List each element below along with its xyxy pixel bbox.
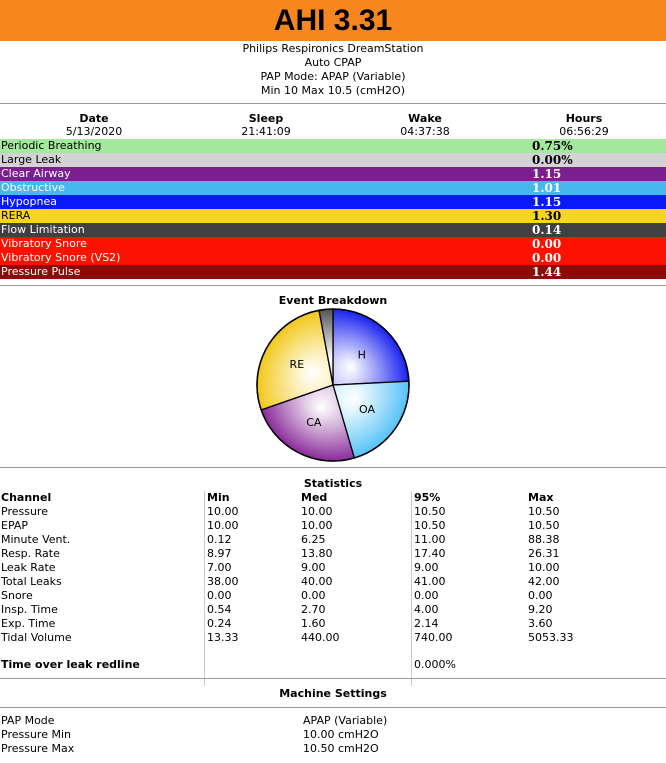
table-cell: 88.38 [528,533,560,546]
table-row [0,547,666,561]
pie-slice-h [333,309,409,385]
event-row-flow-limitation [0,223,666,237]
event-label: Hypopnea [1,195,57,208]
divider [0,678,666,679]
table-cell: 7.00 [207,561,232,574]
event-indices-list [0,139,666,279]
table-cell: 17.40 [414,547,446,560]
column-divider [204,491,205,686]
event-row-vibratory-snore [0,237,666,251]
setting-row [0,728,666,742]
table-cell: 40.00 [301,575,333,588]
event-label: Flow Limitation [1,223,85,236]
divider [0,707,666,708]
event-label: RERA [1,209,31,222]
event-label: Vibratory Snore [1,237,87,250]
table-cell: 13.33 [207,631,239,644]
divider [0,103,666,104]
table-cell: 0.12 [207,533,232,546]
setting-label: Pressure Max [1,742,75,755]
event-row-clear-airway [0,167,666,181]
setting-value: APAP (Variable) [303,714,388,727]
event-value: 1.15 [532,167,562,181]
table-cell: Leak Rate [1,561,56,574]
pie-label-re: RE [289,358,305,372]
ahi-value: AHI 3.31 [273,4,393,37]
machine-type: Auto CPAP [304,56,362,69]
statistics-title: Statistics [303,477,363,490]
event-value: 1.30 [532,209,562,223]
event-value: 0.00 [532,237,562,251]
table-cell: 42.00 [528,575,560,588]
table-cell: 41.00 [414,575,446,588]
session-wake-value: 04:37:38 [400,125,450,138]
table-cell: 5053.33 [528,631,574,644]
table-cell: 38.00 [207,575,239,588]
event-label: Periodic Breathing [1,139,102,152]
event-value: 1.15 [532,195,562,209]
statistics-table [0,491,666,645]
machine-model: Philips Respironics DreamStation [242,42,424,55]
table-cell: 10.00 [301,519,333,532]
session-date [30,112,158,138]
statistics-header-2: Med [301,491,328,504]
session-sleep-value: 21:41:09 [241,125,291,138]
event-value: 1.44 [532,265,562,279]
table-row [0,505,666,519]
table-cell: 0.00 [528,589,553,602]
table-cell: 10.50 [528,505,560,518]
table-row [0,631,666,645]
table-cell: 0.54 [207,603,232,616]
table-row [0,561,666,575]
table-cell: 10.50 [414,505,446,518]
statistics-header-3: 95% [414,491,441,504]
machine-pap-mode: PAP Mode: APAP (Variable) [260,70,406,83]
ahi-banner [0,0,666,41]
setting-row [0,742,666,756]
column-divider [411,491,412,686]
table-cell: Resp. Rate [1,547,60,560]
session-hours [520,112,648,138]
table-cell: 4.00 [414,603,439,616]
session-date-heading: Date [79,112,109,125]
pie-label-h: H [357,348,366,362]
event-value: 0.00 [532,251,562,265]
pie-label-ca: CA [306,416,322,430]
pie-label-oa: OA [359,403,376,417]
table-cell: 10.00 [207,505,239,518]
statistics-header-4: Max [528,491,554,504]
table-cell: 9.00 [301,561,326,574]
table-cell: 10.50 [528,519,560,532]
session-hours-heading: Hours [565,112,603,125]
table-cell: 11.00 [414,533,446,546]
machine-settings-title: Machine Settings [279,687,387,700]
event-row-periodic-breathing [0,139,666,153]
table-cell: 10.00 [301,505,333,518]
session-wake [361,112,489,138]
machine-info [0,42,666,98]
event-row-large-leak [0,153,666,167]
table-cell: Insp. Time [1,603,58,616]
table-cell: 26.31 [528,547,560,560]
session-sleep-heading: Sleep [248,112,284,125]
table-cell: 0.00 [414,589,439,602]
event-label: Pressure Pulse [1,265,81,278]
table-cell: Snore [1,589,33,602]
table-cell: 6.25 [301,533,326,546]
table-cell: Total Leaks [1,575,62,588]
setting-row [0,714,666,728]
setting-label: PAP Mode [1,714,55,727]
leak-redline-label: Time over leak redline [1,658,140,671]
table-cell: Tidal Volume [1,631,72,644]
event-row-vibratory-snore-vs2 [0,251,666,265]
table-cell: 0.00 [207,589,232,602]
event-label: Vibratory Snore (VS2) [1,251,121,264]
table-cell: 0.00 [301,589,326,602]
divider [0,467,666,468]
event-value: 1.01 [532,181,562,195]
event-row-rera [0,209,666,223]
table-cell: 9.00 [414,561,439,574]
table-cell: EPAP [1,519,29,532]
event-value: 0.00% [532,153,573,167]
session-date-value: 5/13/2020 [65,125,123,138]
setting-label: Pressure Min [1,728,71,741]
statistics-header-0: Channel [1,491,52,504]
table-cell: 10.00 [528,561,560,574]
event-row-pressure-pulse [0,265,666,279]
event-label: Clear Airway [1,167,71,180]
table-row [0,589,666,603]
pie-title: Event Breakdown [278,294,388,307]
event-row-obstructive [0,181,666,195]
table-cell: 9.20 [528,603,553,616]
event-value: 0.14 [532,223,562,237]
statistics-header-row [0,491,666,505]
event-label: Large Leak [1,153,62,166]
table-row [0,603,666,617]
table-row [0,519,666,533]
table-cell: Exp. Time [1,617,56,630]
table-cell: Minute Vent. [1,533,71,546]
table-row [0,617,666,631]
setting-value: 10.00 cmH2O [303,728,379,741]
table-cell: 440.00 [301,631,340,644]
statistics-header-1: Min [207,491,230,504]
table-cell: 2.14 [414,617,439,630]
table-cell: 3.60 [528,617,553,630]
event-row-hypopnea [0,195,666,209]
table-cell: 740.00 [414,631,453,644]
table-row [0,533,666,547]
session-hours-value: 06:56:29 [559,125,609,138]
table-cell: 10.50 [414,519,446,532]
setting-value: 10.50 cmH2O [303,742,379,755]
table-row [0,575,666,589]
table-cell: 13.80 [301,547,333,560]
session-wake-heading: Wake [408,112,442,125]
machine-pressure-range: Min 10 Max 10.5 (cmH2O) [260,84,405,97]
table-cell: 10.00 [207,519,239,532]
event-value: 0.75% [532,139,573,153]
leak-redline-row [0,658,666,672]
event-label: Obstructive [1,181,65,194]
machine-settings-list [0,714,666,756]
table-cell: 0.24 [207,617,232,630]
divider [0,285,666,286]
table-cell: 1.60 [301,617,326,630]
event-breakdown-pie-chart [252,304,414,466]
table-cell: 8.97 [207,547,232,560]
table-cell: Pressure [1,505,48,518]
table-cell: 2.70 [301,603,326,616]
session-sleep [202,112,330,138]
leak-redline-value: 0.000% [414,658,456,671]
